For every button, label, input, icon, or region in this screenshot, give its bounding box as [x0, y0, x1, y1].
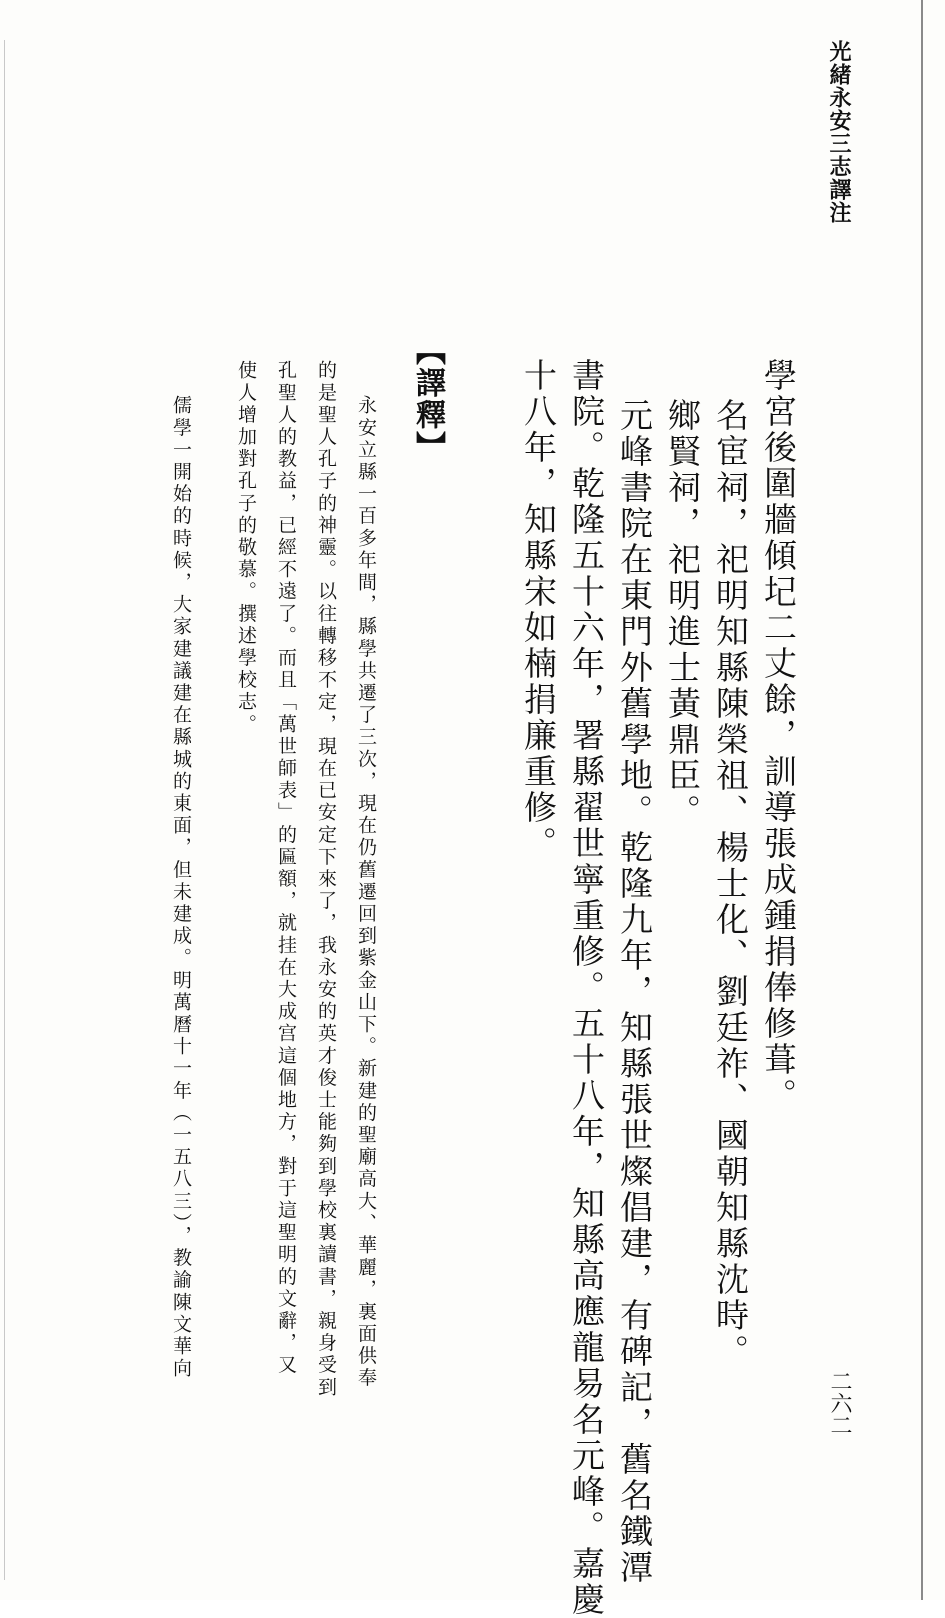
page-edge-line: [921, 0, 923, 1600]
translation-line-3: 孔聖人的教益，已經不遠了。而且「萬世師表」的匾額，就挂在大成宫這個地方，對于這聖明的文辭，又: [275, 360, 297, 1377]
translation-line-1: 永安立縣一百多年間，縣學共遷了三次，現在仍舊遷回到紫金山下。新建的聖廟高大、華麗，裏面供奉: [355, 395, 377, 1390]
page-number: 二六二: [827, 1370, 852, 1436]
original-text-line-1: 學宮後圍牆傾圮二丈餘，訓導張成鍾捐俸修葺。: [759, 358, 798, 1114]
original-text-line-5: 書院。乾隆五十六年，署縣翟世寧重修。五十八年，知縣高應龍易名元峰。嘉慶: [567, 358, 606, 1618]
translation-line-4: 使人增加對孔子的敬慕。撰述學校志。: [235, 360, 257, 736]
translation-heading: 【譯釋】: [410, 335, 445, 463]
original-text-line-6: 十八年，知縣宋如楠捐廉重修。: [519, 358, 558, 862]
original-text-line-4: 元峰書院在東門外舊學地。乾隆九年，知縣張世燦倡建，有碑記，舊名鐵潭: [615, 398, 654, 1586]
running-header-title: 光緒永安三志譯注: [826, 40, 852, 224]
translation-line-5: 儒學一開始的時候，大家建議建在縣城的東面，但未建成。明萬曆十一年（一五八三），教諭陳文華向: [170, 395, 192, 1380]
original-text-line-2: 名宦祠，祀明知縣陳榮祖、楊士化、劉廷祚、國朝知縣沈時。: [711, 398, 750, 1370]
original-text-line-3: 鄉賢祠，祀明進士黃鼎臣。: [663, 398, 702, 830]
translation-line-2: 的是聖人孔子的神靈。以往轉移不定，現在已安定下來了，我永安的英才俊士能夠到學校裏讀書，親身受到: [315, 360, 337, 1399]
scan-edge-line: [4, 40, 5, 1580]
